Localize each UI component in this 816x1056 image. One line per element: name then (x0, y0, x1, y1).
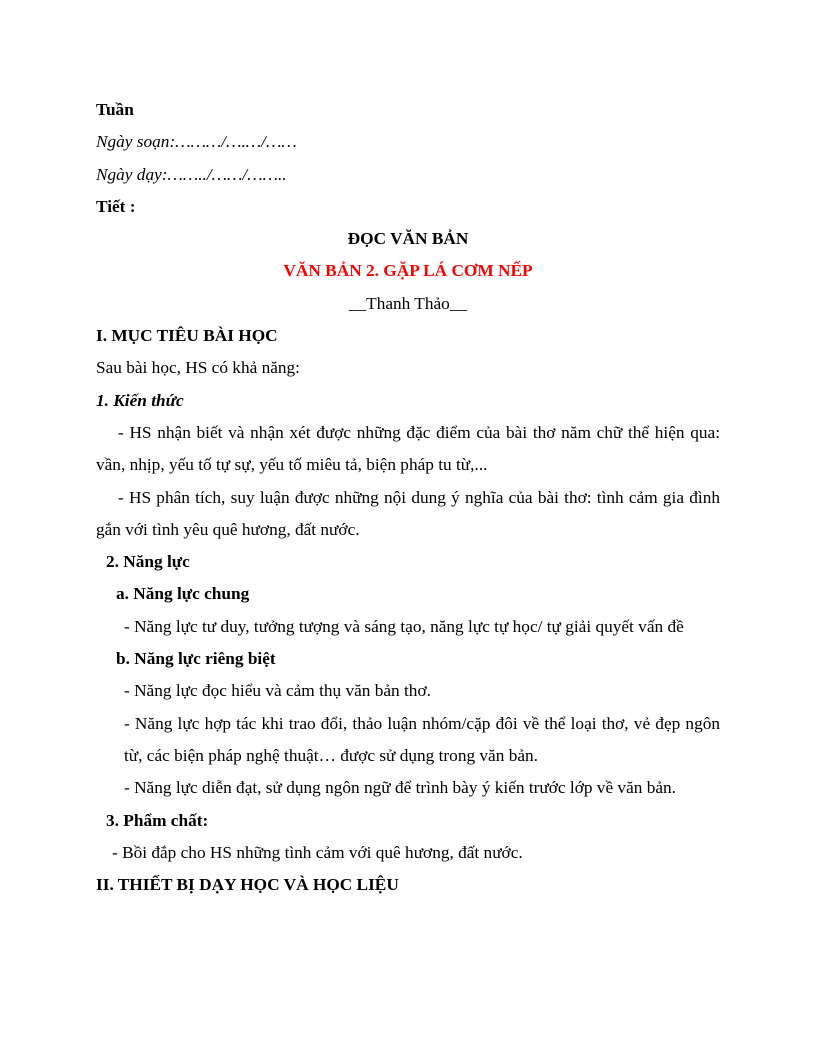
prep-date: Ngày soạn:………/….…/…… (96, 132, 297, 152)
specific-competence-item: - Năng lực hợp tác khi trao đổi, thảo luận nhóm/cặp đôi về thể loại thơ, vẻ đẹp ngôn từ, các biện pháp nghệ thuật… được sử dụng trong văn bản. (124, 713, 720, 765)
general-competence-item: - Năng lực tư duy, tưởng tượng và sáng tạo, năng lực tự học/ tự giải quyết vấn đề (124, 616, 684, 636)
part1-intro: Sau bài học, HS có khả năng: (96, 358, 300, 378)
document-page (96, 94, 720, 901)
specific-competence-heading: b. Năng lực riêng biệt (116, 649, 276, 669)
specific-competence-item: - Năng lực diễn đạt, sử dụng ngôn ngữ để trình bày ý kiến trước lớp về văn bản. (124, 778, 676, 798)
specific-competence-item: - Năng lực đọc hiểu và cảm thụ văn bản thơ. (124, 681, 431, 701)
section-title: ĐỌC VĂN BẢN (347, 229, 469, 249)
text-title: VĂN BẢN 2. GẶP LÁ CƠM NẾP (283, 261, 533, 281)
knowledge-item: - HS nhận biết và nhận xét được những đặc điểm của bài thơ năm chữ thể hiện qua: vần, nhịp, yếu tố tự sự, yếu tố miêu tả, biện pháp tu từ,... (96, 422, 720, 475)
knowledge-item: - HS phân tích, suy luận được những nội dung ý nghĩa của bài thơ: tình cảm gia đình gắn với tình yêu quê hương, đất nước. (96, 487, 720, 539)
author: __Thanh Thảo__ (348, 293, 468, 313)
knowledge-heading: 1. Kiến thức (96, 390, 184, 410)
part2-heading: II. THIẾT BỊ DẠY HỌC VÀ HỌC LIỆU (96, 875, 399, 895)
quality-heading: 3. Phẩm chất: (106, 810, 209, 830)
general-competence-heading: a. Năng lực chung (116, 584, 250, 604)
teach-date: Ngày dạy:……../……/…….. (96, 164, 287, 184)
quality-item: - Bồi đắp cho HS những tình cảm với quê hương, đất nước. (112, 842, 523, 862)
part1-heading: I. MỤC TIÊU BÀI HỌC (96, 326, 278, 346)
week-label: Tuần (96, 100, 134, 119)
period-label: Tiết : (96, 196, 136, 216)
competence-heading: 2. Năng lực (106, 552, 190, 572)
